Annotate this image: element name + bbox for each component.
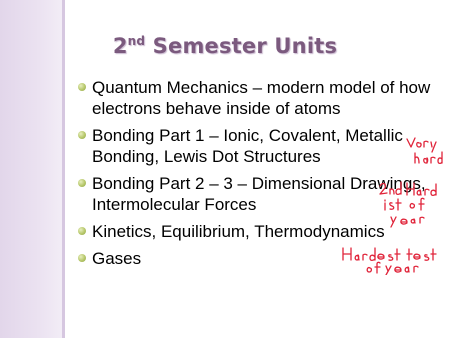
bullet-text: Kinetics, Equilibrium, Thermodynamics xyxy=(92,222,385,241)
bullet-item xyxy=(78,125,448,167)
bullet-text: Bonding Part 2 – 3 – Dimensional Drawings, Intermolecular Forces xyxy=(92,174,426,214)
slide-title xyxy=(0,34,450,58)
bullet-item xyxy=(78,77,448,119)
bullet-icon xyxy=(78,254,86,262)
title-number: 2 xyxy=(112,34,128,58)
bullet-icon xyxy=(78,83,86,91)
bullet-text: Quantum Mechanics – modern model of how electrons behave inside of atoms xyxy=(92,78,431,118)
bullet-icon xyxy=(78,179,86,187)
title-ordinal: nd xyxy=(127,34,146,48)
bullet-item xyxy=(78,248,448,269)
bullet-text: Bonding Part 1 – Ionic, Covalent, Metallic Bonding, Lewis Dot Structures xyxy=(92,126,403,166)
bullet-item xyxy=(78,221,448,242)
title-text: Semester Units xyxy=(145,34,338,58)
bullet-icon xyxy=(78,227,86,235)
bullet-item xyxy=(78,173,448,215)
bullet-list xyxy=(78,77,448,275)
bullet-icon xyxy=(78,131,86,139)
bullet-text: Gases xyxy=(92,249,142,268)
